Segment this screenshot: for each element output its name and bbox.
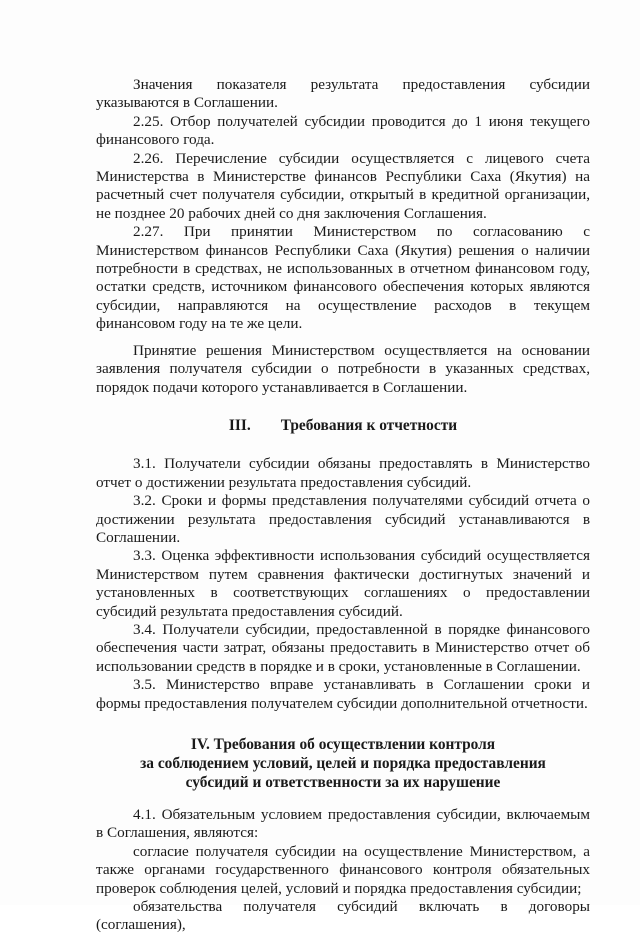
paragraph-2-26: 2.26. Перечисление субсидии осуществляется с лицевого счета Министерства в Министерстве финансов Республики Саха (Якутия) на расчетный счет получателя субсидии, открытый в кредитной организации, не позднее 20 рабочих дней со дня заключения Соглашения. <box>96 149 590 222</box>
paragraph-3-5: 3.5. Министерство вправе устанавливать в Соглашении сроки и формы предоставления получателем субсидии дополнительной отчетности. <box>96 676 590 712</box>
paragraph-3-4: 3.4. Получатели субсидии, предоставленной в порядке финансового обеспечения части затрат, обязаны предоставить в Министерство отчет об использовании средств в порядке и в сроки, установленные в Соглашении. <box>96 620 590 675</box>
paragraph-consent: согласие получателя субсидии на осуществление Министерством, а также органами государственного финансового контроля обязательных проверок соблюдения целей, условий и порядка предоставления субсидии; <box>96 842 590 897</box>
section-4-title-line-2: за соблюдением условий, целей и порядка предоставления <box>140 755 546 772</box>
section-3-title: Требования к отчетности <box>280 416 458 434</box>
paragraph-indicator-values: Значения показателя результата предоставления субсидии указываются в Соглашении. <box>96 76 590 112</box>
paragraph-2-25: 2.25. Отбор получателей субсидии проводится до 1 июня текущего финансового года. <box>96 112 590 149</box>
paragraph-4-1: 4.1. Обязательным условием предоставления субсидии, включаемым в Соглашения, являются: <box>96 806 590 842</box>
document-body <box>96 76 590 935</box>
section-3-heading <box>96 417 590 435</box>
section-3-number: III. <box>228 416 251 434</box>
paragraph-3-1: 3.1. Получатели субсидии обязаны предоставлять в Министерство отчет о достижении результата предоставления субсидий. <box>96 455 590 491</box>
paragraph-3-2: 3.2. Сроки и формы представления получателями субсидий отчета о достижении результата предоставления субсидий устанавливаются в Соглашении. <box>96 492 590 546</box>
section-4-title-line-1: IV. Требования об осуществлении контроля <box>190 736 496 753</box>
section-4-heading <box>96 735 590 792</box>
paragraph-decision: Принятие решения Министерством осуществляется на основании заявления получателя субсидии о потребности в указанных средствах, порядок подачи которого устанавливается в Соглашении. <box>96 341 590 396</box>
paragraph-3-3: 3.3. Оценка эффективности использования субсидий осуществляется Министерством путем сравнения фактически достигнутых значений и установленных в соответствующих соглашениях о предоставлении субсидий результата предоставления субсидий. <box>96 547 590 620</box>
section-4-title-line-3: субсидий и ответственности за их нарушение <box>185 774 501 791</box>
paragraph-2-27: 2.27. При принятии Министерством по согласованию с Министерством финансов Республики Саха (Якутия) решения о наличии потребности в средствах, не использованных в отчетном финансовом году, остатки средств, источником финансового обеспечения которых являются субсидии, направляются на осуществление расходов в текущем финансовом году на те же цели. <box>96 223 590 333</box>
paragraph-obligation: обязательства получателя субсидий включать в договоры (соглашения), <box>96 898 590 934</box>
